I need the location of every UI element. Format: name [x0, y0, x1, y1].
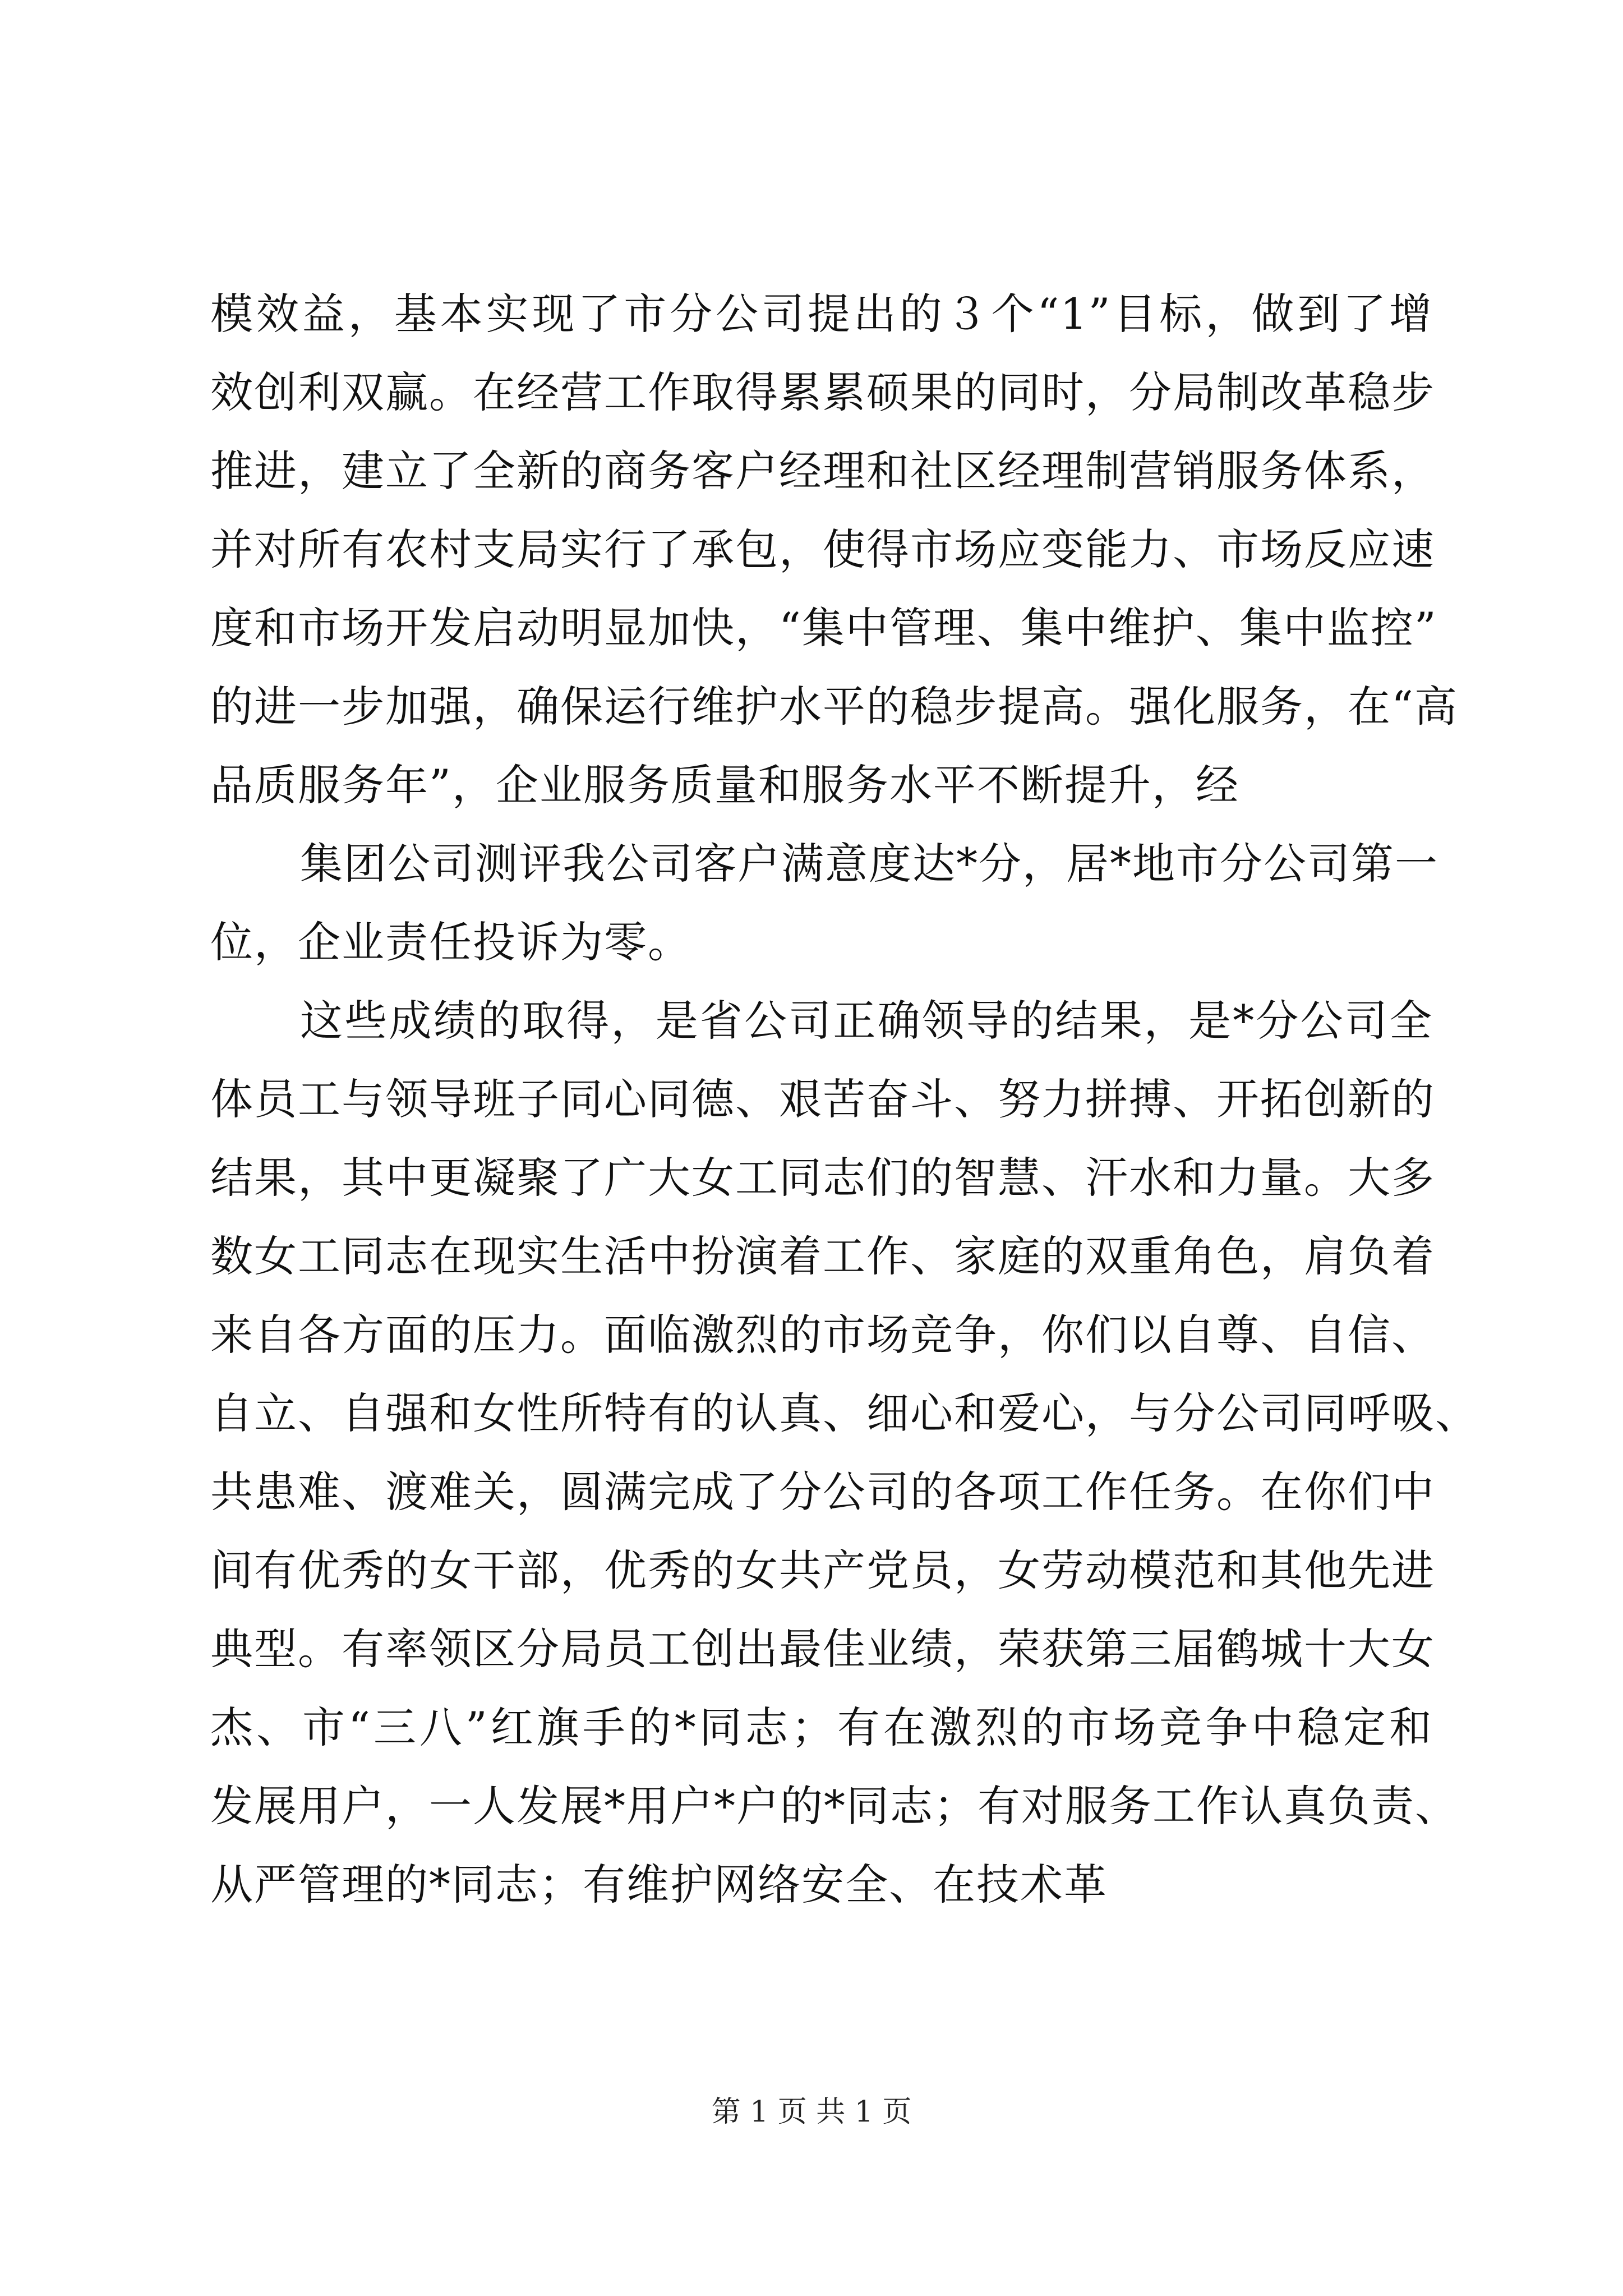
text-line: 的进一步加强，确保运行维护水平的稳步提高。强化服务，在“高: [210, 682, 1458, 731]
text-line: 结果，其中更凝聚了广大女工同志们的智慧、汗水和力量。大多: [210, 1153, 1435, 1203]
text-line: 品质服务年”，企业服务质量和服务水平不断提升，经: [210, 760, 1239, 810]
text-line: 数女工同志在现实生活中扮演着工作、家庭的双重角色，肩负着: [210, 1231, 1435, 1281]
text-line: 位，企业责任投诉为零。: [210, 917, 691, 967]
text-line: 推进，建立了全新的商务客户经理和社区经理制营销服务体系，: [210, 446, 1435, 496]
text-line: 并对所有农村支局实行了承包，使得市场应变能力、市场反应速: [210, 524, 1435, 574]
text-line: 体员工与领导班子同心同德、艰苦奋斗、努力拼搏、开拓创新的: [210, 1074, 1435, 1124]
text-line: 杰、市“三八”红旗手的*同志；有在激烈的市场竞争中稳定和: [210, 1703, 1433, 1752]
text-line: 发展用户，一人发展*用户*户的*同志；有对服务工作认真负责、: [210, 1781, 1459, 1831]
document-body: [210, 275, 1479, 1924]
text-line: 度和市场开发启动明显加快，“集中管理、集中维护、集中监控”: [210, 603, 1437, 653]
text-line: 间有优秀的女干部，优秀的女共产党员，女劳动模范和其他先进: [210, 1545, 1435, 1595]
paragraph-first-line: 集团公司测评我公司客户满意度达*分，居*地市分公司第一: [300, 839, 1438, 889]
text-line: 来自各方面的压力。面临激烈的市场竞争，你们以自尊、自信、: [210, 1310, 1435, 1360]
paragraph-first-line: 这些成绩的取得，是省公司正确领导的结果，是*分公司全: [300, 996, 1433, 1046]
text-line: 模效益，基本实现了市分公司提出的３个“1”目标，做到了增: [210, 289, 1433, 339]
text-line: 从严管理的*同志；有维护网络安全、在技术革: [210, 1860, 1108, 1910]
text-line: 自立、自强和女性所特有的认真、细心和爱心，与分公司同呼吸、: [210, 1388, 1479, 1438]
text-line: 共患难、渡难关，圆满完成了分公司的各项工作任务。在你们中: [210, 1467, 1435, 1517]
page-footer: 第 1 页 共 1 页: [711, 2095, 912, 2129]
text-line: 效创利双赢。在经营工作取得累累硕果的同时，分局制改革稳步: [210, 367, 1435, 417]
text-line: 典型。有率领区分局员工创出最佳业绩，荣获第三届鹤城十大女: [210, 1624, 1435, 1674]
